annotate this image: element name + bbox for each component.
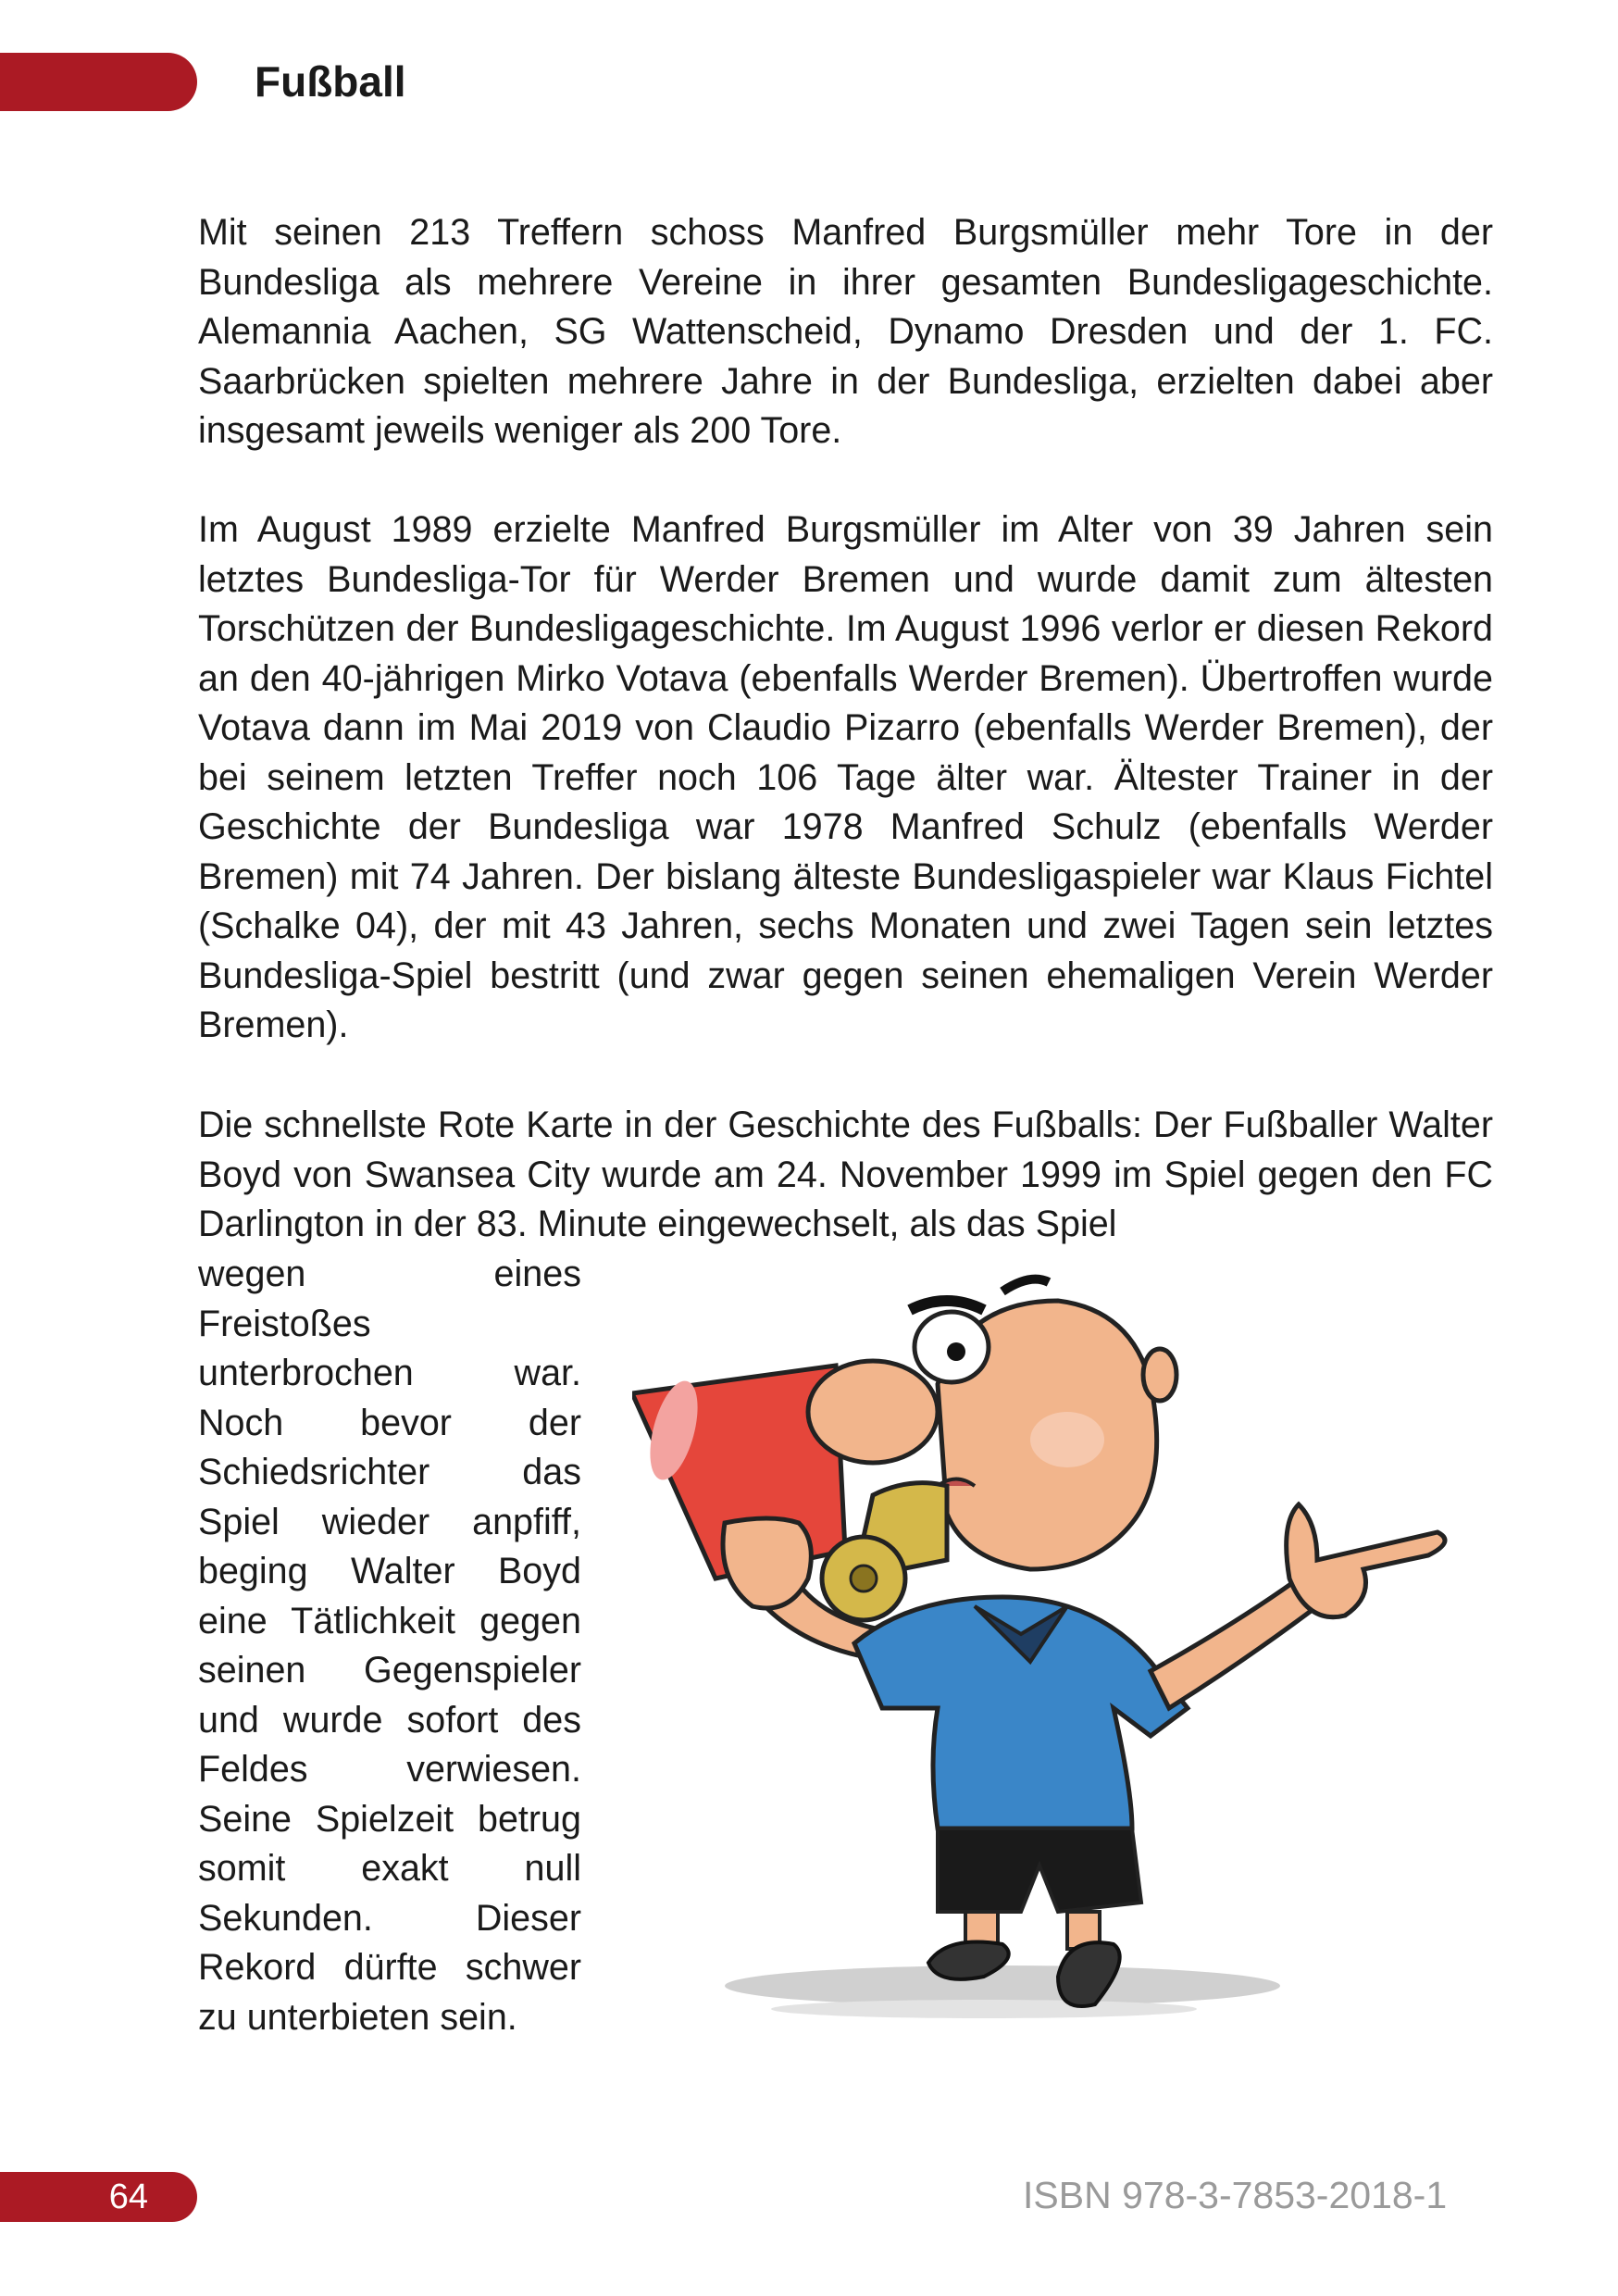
referee-red-card-illustration xyxy=(632,1273,1493,2032)
header-accent-bar xyxy=(0,53,197,111)
paragraph-oldest-scorers: Im August 1989 erzielte Manfred Burgsmüller im Alter von 39 Jahren sein letztes Bundesliga-Tor für Werder Bremen und wurde damit zum ältesten Torschützen der Bundesligageschichte. Im August 1996 verlor er diesen Rekord an den 40-jährigen Mirko Votava (ebenfalls Werder Bremen). Übertroffen wurde Votava dann im Mai 2019 von Claudio Pizarro (ebenfalls Werder Bremen), der bei seinem letzten Treffer noch 106 Tage älter war. Ältester Trainer in der Geschichte der Bundesliga war 1978 Manfred Schulz (ebenfalls Werder Bremen) mit 74 Jahren. Der bislang älteste Bundesligaspieler war Klaus Fichtel (Schalke 04), der mit 43 Jahren, sechs Monaten und zwei Tagen sein letztes Bundesliga-Spiel bestritt (und zwar gegen seinen ehemaligen Verein Werder Bremen). xyxy=(198,509,1493,1045)
paragraph-fastest-red-card: Die schnellste Rote Karte in der Geschichte des Fußballs: Der Fußballer Walter Boyd von Swansea City wurde am 24. November 1999 im Spiel gegen den FC Darlington in der 83. Minute eingewechselt, als das Spiel xyxy=(198,1104,1493,1244)
page-number: 64 xyxy=(108,2177,148,2216)
isbn: ISBN 978-3-7853-2018-1 xyxy=(1023,2174,1448,2216)
paragraph-fastest-red-card-continued: wegen eines Freistoßes unterbrochen war. Noch bevor der Schiedsrichter das Spiel wieder anpfiff, beging Walter Boyd eine Tätlichkeit gegen seinen Gegenspieler und wurde sofort des Feldes verwiesen. Seine Spielzeit betrug somit exakt null Sekunden. Dieser Rekord dürfte schwer zu unterbieten sein. xyxy=(198,1254,581,2038)
ground-shadow xyxy=(725,1965,1280,2018)
referee-head xyxy=(808,1279,1176,1569)
paragraph-burgsmueller-goals: Mit seinen 213 Treffern schoss Manfred Burgsmüller mehr Tore in der Bundesliga als mehrere Vereine in ihrer gesamten Bundesligageschichte. Alemannia Aachen, SG Wattenscheid, Dynamo Dresden und der 1. FC. Saarbrücken spielten mehrere Jahre in der Bundesliga, erzielten dabei aber insgesamt jeweils weniger als 200 Tore. xyxy=(198,212,1493,451)
chapter-title: Fußball xyxy=(255,57,406,106)
